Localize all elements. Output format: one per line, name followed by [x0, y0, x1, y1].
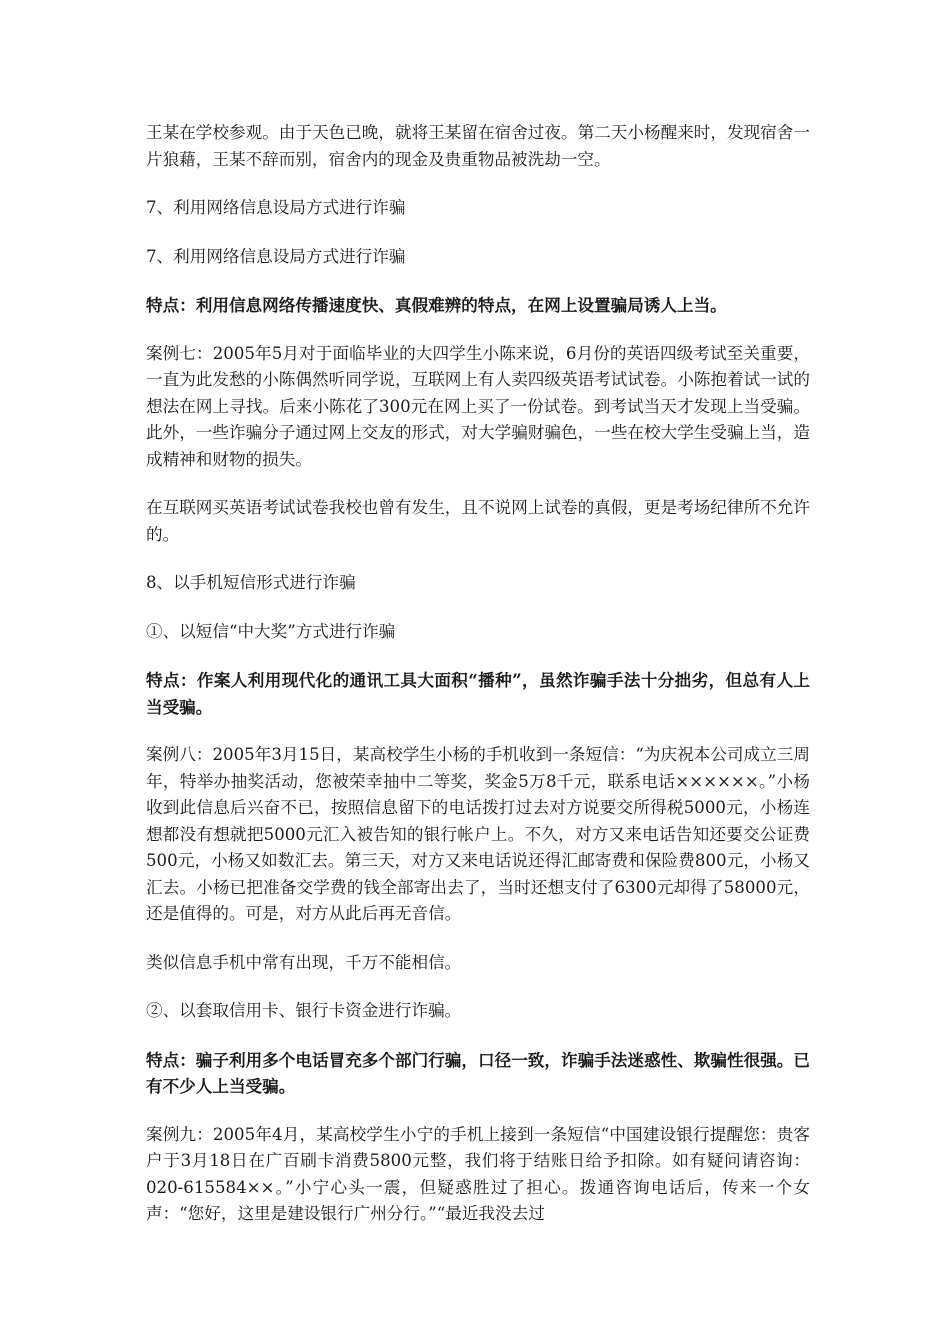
case-paragraph-9: 案例九：2005年4月，某高校学生小宁的手机上接到一条短信“中国建设银行提醒您：贵客户于3月18日在广百刷卡消费5800元整，我们将于结账日给予扣除。如有疑问请咨询：020-615584××。”小宁心头一震，但疑惑胜过了担心。拨通咨询电话后，传来一个女声：“您好，这里是建设银行广州分行。”“最近我没去过 — [146, 1124, 810, 1223]
feature-paragraph-8-2: 特点：骗子利用多个电话冒充多个部门行骗，口径一致，诈骗手法迷惑性、欺骗性很强。已有不少人上当受骗。 — [146, 1049, 810, 1096]
document-page — [146, 120, 810, 1250]
subheading-8-2: ②、以套取信用卡、银行卡资金进行诈骗。 — [146, 1001, 462, 1020]
heading-section-7-duplicate: 7、利用网络信息设局方式进行诈骗 — [146, 246, 406, 266]
feature-paragraph-8-1: 特点：作案人利用现代化的通讯工具大面积“播种”，虽然诈骗手法十分拙劣，但总有人上当受骗。 — [146, 670, 810, 717]
case-paragraph-8: 案例八：2005年3月15日，某高校学生小杨的手机收到一条短信：“为庆祝本公司成立三周年，特举办抽奖活动，您被荣幸抽中二等奖，奖金5万8千元，联系电话××××××。”小杨收到此信息后兴奋不已，按照信息留下的电话拨打过去对方说要交所得税5000元，小杨连想都没有想就把5000元汇入被告知的银行帐户上。不久，对方又来电话告知还要交公证费500元，小杨又如数汇去。第三天，对方又来电话说还得汇邮寄费和保险费800元，小杨又汇去。小杨已把准备交学费的钱全部寄出去了，当时还想支付了6300元却得了58000元，还是值得的。可是，对方从此后再无音信。 — [146, 745, 810, 923]
case-paragraph-7: 案例七：2005年5月对于面临毕业的大四学生小陈来说，6月份的英语四级考试至关重要，一直为此发愁的小陈偶然听同学说，互联网上有人卖四级英语考试试卷。小陈抱着试一试的想法在网上寻找。后来小陈花了300元在网上买了一份试卷。到考试当天才发现上当受骗。此外，一些诈骗分子通过网上交友的形式，对大学骗财骗色，一些在校大学生受骗上当，造成精神和财物的损失。 — [146, 343, 810, 469]
feature-paragraph-7: 特点：利用信息网络传播速度快、真假难辨的特点，在网上设置骗局诱人上当。 — [146, 295, 727, 315]
heading-section-8: 8、以手机短信形式进行诈骗 — [146, 573, 356, 592]
heading-section-7: 7、利用网络信息设局方式进行诈骗 — [146, 198, 406, 217]
note-paragraph-7: 在互联网买英语考试试卷我校也曾有发生，且不说网上试卷的真假，更是考场纪律所不允许的。 — [146, 498, 810, 544]
subheading-8-1: ①、以短信“中大奖”方式进行诈骗 — [146, 621, 396, 641]
paragraph-intro-continuation: 王某在学校参观。由于天色已晚，就将王某留在宿舍过夜。第二天小杨醒来时，发现宿舍一片狼藉，王某不辞而别，宿舍内的现金及贵重物品被洗劫一空。 — [146, 123, 810, 169]
note-paragraph-8: 类似信息手机中常有出现，千万不能相信。 — [146, 952, 462, 972]
